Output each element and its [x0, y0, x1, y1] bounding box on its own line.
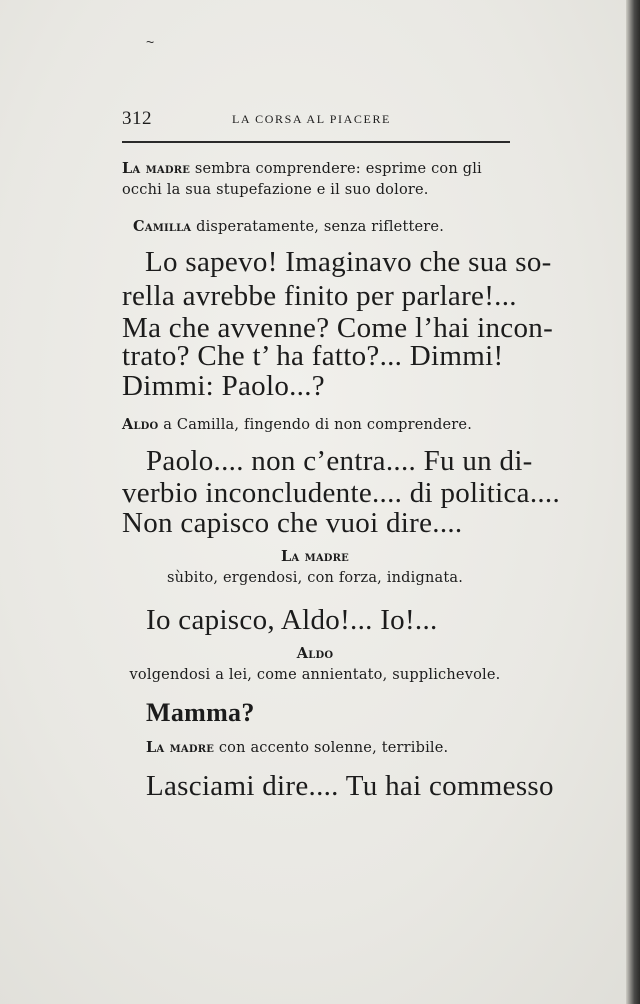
page-number: 312: [122, 108, 152, 129]
stage-direction-text: con accento solenne, terribile.: [214, 740, 449, 756]
stage-direction-5-speaker: [122, 645, 508, 662]
dialogue-3-line-1: Io capisco, Aldo!... Io!...: [146, 604, 438, 636]
speaker-la-madre: La madre: [122, 160, 191, 177]
stage-direction-text: disperatamente, senza riflettere.: [191, 219, 445, 235]
dialogue-2-line-3: Non capisco che vuoi dire....: [122, 507, 463, 539]
dialogue-1-line-2: rella avrebbe finito per parlare!...: [122, 280, 517, 312]
stage-direction-3: [122, 416, 472, 433]
dialogue-1-line-1: Lo sapevo! Imaginavo che sua so-: [145, 246, 552, 278]
stage-direction-6: [146, 739, 448, 756]
speaker-la-madre: La madre: [280, 548, 350, 565]
dialogue-1-line-3: Ma che avvenne? Come l’hai incon-: [122, 312, 554, 344]
stage-direction-text: a Camilla, fingendo di non comprendere.: [158, 417, 473, 433]
dialogue-2-line-1: Paolo.... non c’entra.... Fu un di-: [146, 445, 533, 477]
stage-direction-2: [133, 218, 444, 235]
dialogue-4-line-1: Mamma?: [146, 698, 255, 727]
dialogue-1-line-5: Dimmi: Paolo...?: [122, 370, 325, 402]
page-header: [122, 108, 508, 130]
top-mark: ~: [146, 34, 155, 50]
speaker-aldo: Aldo: [296, 645, 334, 662]
stage-direction-1-line-2: occhi la sua stupefazione e il suo dolore.: [122, 182, 429, 198]
stage-direction-4-speaker: [122, 548, 508, 565]
dialogue-1-line-4: trato? Che t’ ha fatto?... Dimmi!: [122, 340, 504, 372]
speaker-aldo: Aldo: [122, 416, 159, 433]
dialogue-2-line-2: verbio inconcludente.... di politica....: [122, 477, 561, 509]
page-edge-shadow: [626, 0, 640, 1004]
stage-direction-text: sembra comprendere: esprime con gli: [190, 161, 482, 177]
speaker-camilla: Camilla: [133, 218, 192, 235]
header-rule: [122, 141, 510, 143]
stage-direction-5-text: volgendosi a lei, come annientato, supplichevole.: [129, 667, 501, 683]
stage-direction-4-text: sùbito, ergendosi, con forza, indignata.: [166, 570, 464, 586]
stage-direction-1-line-1: [122, 160, 482, 177]
speaker-la-madre: La madre: [146, 739, 215, 756]
running-title: LA CORSA AL PIACERE: [232, 112, 391, 126]
dialogue-5-line-1: Lasciami dire.... Tu hai commesso: [146, 770, 554, 802]
